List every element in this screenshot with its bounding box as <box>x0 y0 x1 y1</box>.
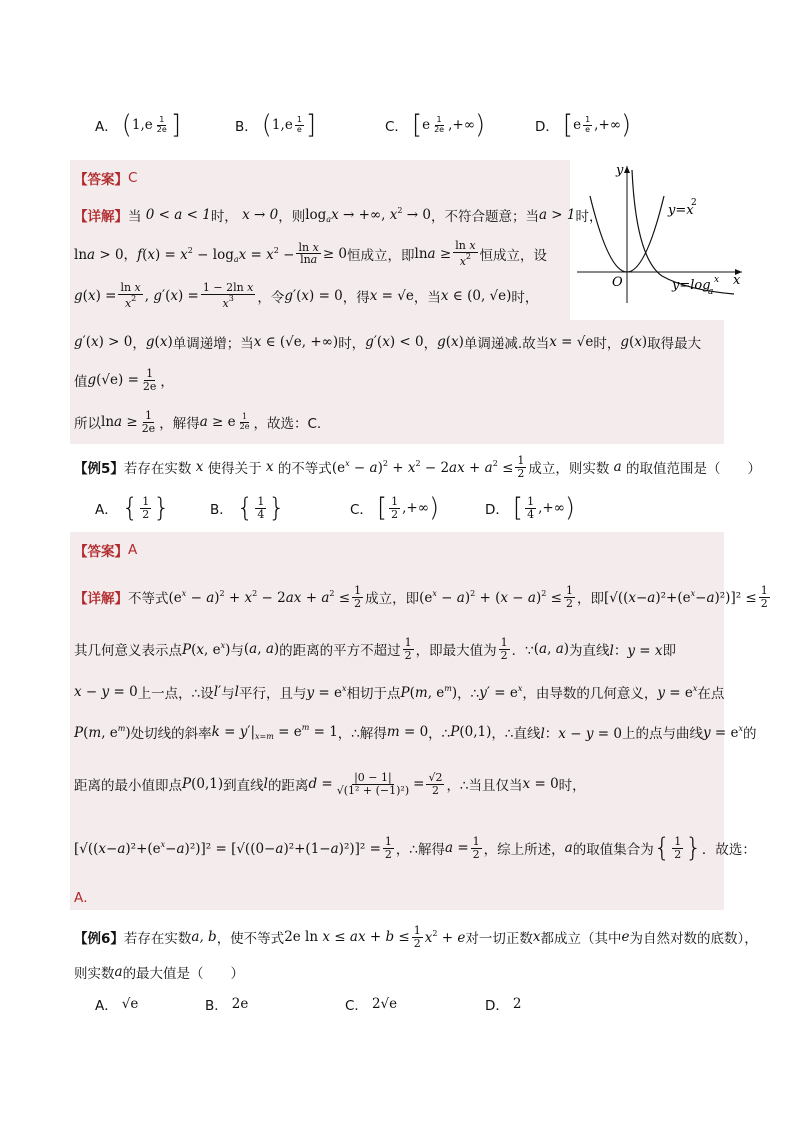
option-label: D． <box>485 998 509 1014</box>
graph-curve1-label: y=x <box>668 203 694 218</box>
prev-option-b[interactable]: B． ( 1, e $\frac{1}{e}$ ] <box>235 110 317 140</box>
detail-tag: 【详解】 <box>74 209 128 225</box>
prev-detail-line-4: g′(x) > 0 ， g(x) 单调递增；当 x ∈ (√e, +∞) 时， g′(x) < 0 ， g(x) 单调递减.故当 x = √e 时， g(x) 取得最大 <box>74 334 702 352</box>
option-label: B． <box>235 119 258 135</box>
detail-tag: 【详解】 <box>74 591 128 608</box>
option-value: 2e <box>231 996 249 1012</box>
prev-detail-line-2: lna > 0，$f(x) = x^2 - \log_ax = x^2$ − $\frac{\text{ln x}}{\ln a}$ ≥ 0 恒成立，即 lna ≥ $\frac{\text{ln x}}{x^2}$ 恒成立，设 <box>74 239 548 268</box>
option-label: B． <box>210 502 233 518</box>
ex5-option-d[interactable]: D． [ $\frac{1}{4}$ ,+∞ ) <box>485 493 576 523</box>
option-label: B． <box>205 998 228 1014</box>
function-graph <box>572 158 747 308</box>
graph-curve2-label: y=log <box>672 278 711 293</box>
option-label: C． <box>385 119 408 135</box>
ex5-detail-line-5: 距离的最小值即点 P(0,1) 到直线 l 的距离 d = $\frac{|0 - 1|}{\text{√(1² + (−1)²)}}$ = $\frac{√2}{2}$ ，∴当且仅当 x = 0 时， <box>74 771 586 797</box>
ex5-option-c[interactable]: C． [ $\frac{1}{2}$ ,+∞ ) <box>350 493 440 523</box>
ex6-question-line-1: 【例6】 若存在实数 a, b ，使不等式 2e ln x ≤ ax + b ≤ $\frac{1}{2}$ $x^2 + e$ 对一切正数 x 都成立（其中 e 为自然对数的底数）， <box>74 924 758 950</box>
ex6-option-b[interactable] <box>205 994 345 1014</box>
option-value: 2 <box>512 996 522 1012</box>
option-label: D． <box>485 502 509 518</box>
option-label: C． <box>345 998 368 1014</box>
option-value: 2√e <box>371 996 398 1012</box>
ex5-question: 【例5】 若存在实数 x 使得关于 x 的不等式 $(e^x - a)^2 + x^2 - 2ax + a^2$ ≤ $\frac{1}{2}$ 成立，则实数 a 的取值范围是（ ） <box>74 454 762 480</box>
option-label: A． <box>95 502 118 518</box>
answer-value: C <box>128 170 138 186</box>
prev-option-c[interactable]: C． [ e $\frac{1}{2e}$ ,+∞ ) <box>385 110 486 140</box>
ex5-detail-line-7: A． <box>74 890 97 906</box>
graph-curve2-var: x <box>714 275 720 285</box>
option-label: A． <box>95 119 118 135</box>
graph-curve2-sub: a <box>708 287 714 297</box>
ex6-option-c[interactable] <box>345 994 485 1014</box>
example-tag: 【例6】 <box>74 931 124 948</box>
ex5-detail-line-4: P(m, $e^m$) 处切线的斜率 $k = y'|_{x=m} = e^m = 1$ ，∴解得 m = 0 ，∴ P(0,1) ，∴直线 l：x − y = 0 上的点与曲线 $y = e^x$ 的 <box>74 723 757 742</box>
prev-detail-line-3: g(x) = $\frac{\text{ln x}}{x^2}$ , g′(x) = $\frac{\text{1 − 2ln x}}{x^3}$ ，令 g′(x) = 0 ，得 x = √e ，当 x ∈ (0, √e) 时， <box>74 281 539 310</box>
ex5-detail-line-3: x − y = 0 上一点，∴设 l′ 与 l 平行，且与 $y = e^x$ 相切于点 P(m, $e^m$) ，∴ $y' = e^x$ ，由导数的几何意义， $y = e^x$ 在点 <box>74 683 725 702</box>
ex5-detail-line-1: 【详解】 不等式 $(e^x - a)^2 + x^2 - 2ax + a^2$ ≤ $\frac{1}{2}$ 成立，即 $(e^x - a)^2 + (x - a)^2$ ≤ $\frac{1}{2}$ ，即 $[√((x-a)^2+(e^x-a)^2)]^2$ ≤ $\frac{1}{2}$ <box>74 584 768 610</box>
option-label: C． <box>350 502 373 518</box>
prev-detail-line-6: 所以 lna ≥ $\frac{1}{2e}$ ，解得 a ≥ e $\frac{1}{2e}$ ，故选：C. <box>74 409 322 435</box>
answer-tag: 【答案】 <box>74 172 128 188</box>
ex5-option-b[interactable]: B． { $\frac{1}{4}$ } <box>210 493 285 523</box>
ex6-option-a[interactable] <box>95 994 205 1014</box>
ex5-detail-line-2: 其几何意义表示点 P(x, $e^x$) 与 (a, a) 的距离的平方不超过 $\frac{1}{2}$ ，即最大值为 $\frac{1}{2}$ ．∵ (a, a) 为直线 l：y = x 即 <box>74 636 677 662</box>
prev-options-row <box>95 112 715 138</box>
graph-x-axis-label: x <box>733 273 741 288</box>
ex5-option-a[interactable]: A． { $\frac{1}{2}$ } <box>95 493 170 523</box>
prev-detail-line-5: 值 g(√e) = $\frac{1}{2e}$ ， <box>74 367 174 393</box>
graph-origin-label: O <box>612 275 623 290</box>
option-label: A． <box>95 998 118 1014</box>
prev-detail-line-1: 【详解】 当 0 < a < 1 时， x → 0 ，则 $\log_ax$ → +∞, $x^2 \to 0$ ，不符合题意；当 a > 1 时， <box>74 206 603 225</box>
graph-curve1-exp: 2 <box>691 198 697 208</box>
prev-option-d[interactable]: D． [ e $\frac{1}{e}$ ,+∞ ) <box>535 110 632 140</box>
example-tag: 【例5】 <box>74 461 124 478</box>
ex5-options-row <box>95 495 715 521</box>
ex5-answer-line <box>74 540 137 560</box>
ex6-option-d[interactable] <box>485 994 595 1014</box>
option-value: √e <box>121 996 139 1012</box>
ex5-detail-line-6: $[√((x-a)^2+(e^x-a)^2)]^2 = [√((0-a)^2+(1-a)^2)]^2$ = $\frac{1}{2}$ ，∴解得 a = $\frac{1}{2}$ ，综上所述， a 的取值集合为 { $\frac{1}{2}$ } ．故选： <box>74 833 756 863</box>
prev-answer-line <box>74 168 137 188</box>
ex6-question-line-2: 则实数 a 的最大值是（ ） <box>74 964 245 982</box>
graph-y-axis-label: y <box>616 163 624 178</box>
option-label: D． <box>535 119 559 135</box>
answer-value: A <box>128 542 138 558</box>
answer-tag: 【答案】 <box>74 544 128 560</box>
prev-option-a[interactable]: A． ( 1, e $\frac{1}{2e}$ ] <box>95 110 181 140</box>
ex6-options-row <box>95 994 715 1014</box>
